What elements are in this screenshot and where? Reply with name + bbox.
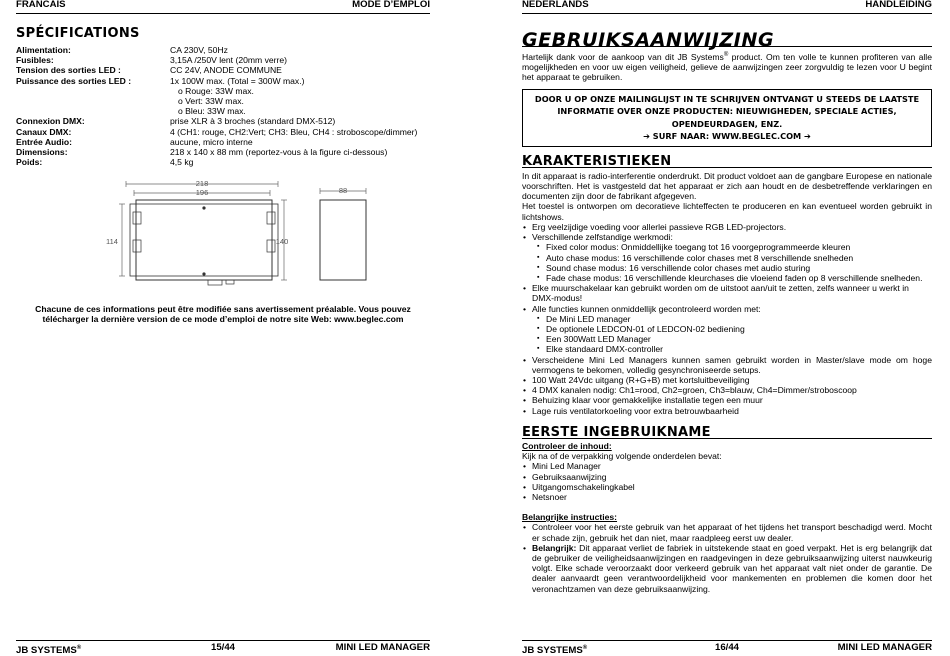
spec-row xyxy=(16,127,430,137)
spec-row xyxy=(16,116,430,126)
instructions-title: Belangrijke instructies: xyxy=(522,512,618,523)
list-item: • Uitgangomschakelingkabel xyxy=(532,482,932,492)
contents-list xyxy=(522,461,932,502)
spec-value: CC 24V, ANODE COMMUNE xyxy=(170,65,282,76)
spec-row xyxy=(16,157,430,167)
list-item: ▪ De optionele LEDCON-01 of LEDCON-02 bediening xyxy=(546,324,932,334)
list-item: • Lage ruis ventilatorkoeling voor extra betrouwbaarheid xyxy=(532,406,932,416)
list-item: ▪ Fade chase modus: 16 verschillende kleurchases die vloeiend faden op 8 verschillende snelheden. xyxy=(546,273,932,283)
list-item: • Belangrijk: Dit apparaat verliet de fabriek in uitstekende staat en goed verpakt. Het is erg belangrijk dat de gebruiker de veiligheidsaanwijzingen en raadgevingen in deze gebruiksaanwijzing uiterst nauwkeurig volgt. Elke schade veroorzaakt door verkeerd gebruik van het apparaat valt niet onder de garantie. De dealer aanvaardt geen verantwoordelijkheid voor mankementen en problemen die komen door het veronachtzamen van deze gebruiksaanwijzing. xyxy=(532,543,932,594)
list-item: • Alle functies kunnen onmiddellijk gecontroleerd worden met: ▪ De Mini LED manager ▪ De optionele LEDCON-01 of LEDCON-02 bediening ▪ Een 300Watt LED Manager ▪ Elke standaard DMX-controller xyxy=(532,304,932,355)
list-item: ▪ Sound chase modus: 16 verschillende color chases met audio sturing xyxy=(546,263,932,273)
list-item: • Netsnoer xyxy=(532,492,932,502)
list-item: ▪ De Mini LED manager xyxy=(546,314,932,324)
spec-value: 1x 100W max. (Total = 300W max.) xyxy=(170,75,305,86)
spec-row xyxy=(16,76,430,86)
list-item: • Verscheidene Mini Led Managers kunnen samen gebruikt worden in Master/slave mode om hoge vermogens te bekomen, volledig gesynchroniseerde setups. xyxy=(532,355,932,375)
footer-brand: JB SYSTEMS® xyxy=(16,645,82,656)
spec-key: Alimentation: xyxy=(16,45,71,55)
list-item: • Verschillende zelfstandige werkmodi: ▪ Fixed color modus: Onmiddellijke toegang tot 16 voorgeprogrammeerde kleuren ▪ Auto chase modus: 16 verschillende color chases met 8 verschillende snelheden ▪ Sound chase modus: 16 verschillende color chases met audio sturing ▪ Fade chase modus: 16 verschillende kleurchases die vloeiend faden op 8 verschillende snelheden. xyxy=(532,232,932,283)
header-manual: MODE D’EMPLOI xyxy=(352,0,430,10)
dim-width-inner: 196 xyxy=(195,188,209,197)
spec-key: Canaux DMX: xyxy=(16,126,72,137)
header-language: NEDERLANDS xyxy=(522,0,589,10)
footer-page-number: 15/44 xyxy=(210,642,236,653)
features-list xyxy=(522,222,932,416)
spec-key: Poids: xyxy=(16,157,43,168)
spec-key: Connexion DMX: xyxy=(16,116,85,127)
spec-value: 218 x 140 x 88 mm (reportez-vous à la figure ci-dessous) xyxy=(170,147,388,158)
modes-sublist xyxy=(532,242,932,283)
footer-product: MINI LED MANAGER xyxy=(335,642,430,653)
power-sub-item: o Bleu: 33W max. xyxy=(178,106,246,117)
spec-key: Dimensions: xyxy=(16,147,68,158)
left-page xyxy=(16,0,430,654)
spec-value: 4,5 kg xyxy=(170,157,194,168)
list-item: • 100 Watt 24Vdc uitgang (R+G+B) met kortsluitbeveiliging xyxy=(532,375,932,385)
footer-page-number: 16/44 xyxy=(714,642,740,653)
header-language: FRANCAIS xyxy=(16,0,66,10)
list-item: • 4 DMX kanalen nodig: Ch1=rood, Ch2=groen, Ch3=blauw, Ch4=Dimmer/stroboscoop xyxy=(532,385,932,395)
power-sub-item: o Vert: 33W max. xyxy=(178,96,244,107)
spec-key: Puissance des sorties LED : xyxy=(16,75,132,86)
spec-value: 3,15A /250V lent (20mm verre) xyxy=(170,55,288,66)
spec-row xyxy=(16,137,430,147)
spec-row xyxy=(16,55,430,65)
list-item: • Behuizing klaar voor gemakkelijke installatie tegen een muur xyxy=(532,395,932,405)
right-page xyxy=(522,0,932,654)
spec-value: prise XLR à 3 broches (standard DMX-512) xyxy=(170,116,336,127)
footer-product: MINI LED MANAGER xyxy=(837,642,932,653)
page-header xyxy=(16,0,430,14)
specs-title: SPÉCIFICATIONS xyxy=(16,26,140,41)
check-intro: Kijk na of de verpakking volgende onderdelen bevat: xyxy=(522,451,722,462)
list-item: • Gebruiksaanwijzing xyxy=(532,472,932,482)
mailing-text: DOOR U OP ONZE MAILINGLIJST IN TE SCHRIJVEN ONTVANGT U STEEDS DE LAATSTE INFORMATIE OVER ONZE PRODUCTEN: NIEUWIGHEDEN, SPECIALE ACTIES, OPENDEURDAGEN, ENZ. xyxy=(534,93,920,129)
mailing-link[interactable]: ➔ SURF NAAR: WWW.BEGLEC.COM ➔ xyxy=(643,131,811,142)
list-item: ▪ Een 300Watt LED Manager xyxy=(546,334,932,344)
footer-brand: JB SYSTEMS® xyxy=(522,645,588,656)
spec-key: Fusibles: xyxy=(16,55,54,66)
list-item: • Mini Led Manager xyxy=(532,461,932,471)
page-header xyxy=(522,0,932,14)
check-title: Controleer de inhoud: xyxy=(522,440,612,451)
dim-depth: 88 xyxy=(338,186,348,195)
spec-row xyxy=(16,147,430,157)
features-title: KARAKTERISTIEKEN xyxy=(522,157,932,168)
dim-height-left: 114 xyxy=(106,237,118,246)
intro-text: Hartelijk dank voor de aankoop van dit JB Systems® product. Om ten volle te kunnen profiteren van alle mogelijkheden en voor uw eigen veiligheid, gelieve de aanwijzingen zeer zorgvuldig te lezen voor U begint het apparaat te gebruiken. xyxy=(522,52,932,83)
features-p2: Het toestel is ontworpen om decoratieve lichteffecten te produceren en kan eventueel worden gebruikt in lichtshows. xyxy=(522,201,932,222)
main-content xyxy=(522,29,932,594)
list-item: ▪ Elke standaard DMX-controller xyxy=(546,344,932,354)
page-title: GEBRUIKSAANWIJZING xyxy=(522,35,932,47)
instructions-list xyxy=(522,522,932,593)
dim-width-outer: 218 xyxy=(195,179,209,188)
dimension-figure xyxy=(104,178,374,298)
spec-value: 4 (CH1: rouge, CH2:Vert; CH3: Bleu, CH4 : stroboscope/dimmer) xyxy=(170,126,418,137)
list-item: • Controleer voor het eerste gebruik van het apparaat of het tijdens het transport beschadigd werd. Mocht er schade zijn, gebruik het dan niet, maar raadpleeg eerst uw dealer. xyxy=(532,522,932,542)
spec-row xyxy=(16,65,430,75)
header-manual: HANDLEIDING xyxy=(865,0,932,10)
controllers-sublist xyxy=(532,314,932,355)
spec-value: CA 230V, 50Hz xyxy=(170,45,228,55)
list-item: ▪ Auto chase modus: 16 verschillende color chases met 8 verschillende snelheden xyxy=(546,253,932,263)
power-sub-item: o Rouge: 33W max. xyxy=(178,85,254,96)
spec-notice: Chacune de ces informations peut être modifiée sans avertissement préalable. Vous pouvez télécharger la dernière version de ce mode d’emploi de notre site Web: www.beglec.com xyxy=(35,304,411,325)
list-item: ▪ Fixed color modus: Onmiddellijke toegang tot 16 voorgeprogrammeerde kleuren xyxy=(546,242,932,252)
mailing-notice xyxy=(522,89,932,147)
spec-row xyxy=(16,45,430,55)
spec-key: Entrée Audio: xyxy=(16,136,73,147)
features-p1: In dit apparaat is radio-interferentie onderdrukt. Dit product voldoet aan de gangbare Europese en nationale voorschriften. Het is vastgesteld dat het apparaat er zich aan houdt en de desbetreffende verklaringen en documenten zijn door de fabrikant afgegeven. xyxy=(522,170,932,202)
spec-key: Tension des sorties LED : xyxy=(16,65,121,76)
setup-title: EERSTE INGEBRUIKNAME xyxy=(522,428,932,439)
dim-height-right: 140 xyxy=(275,237,289,246)
spec-value: aucune, micro interne xyxy=(170,136,253,147)
specs-table xyxy=(16,45,430,167)
list-item: • Elke muurschakelaar kan gebruikt worden om de uitstoot aan/uit te zetten, zelfs wanneer u werkt in DMX-modus! xyxy=(532,283,932,303)
list-item: • Erg veelzijdige voeding voor allerlei passieve RGB LED-projectors. xyxy=(532,222,932,232)
